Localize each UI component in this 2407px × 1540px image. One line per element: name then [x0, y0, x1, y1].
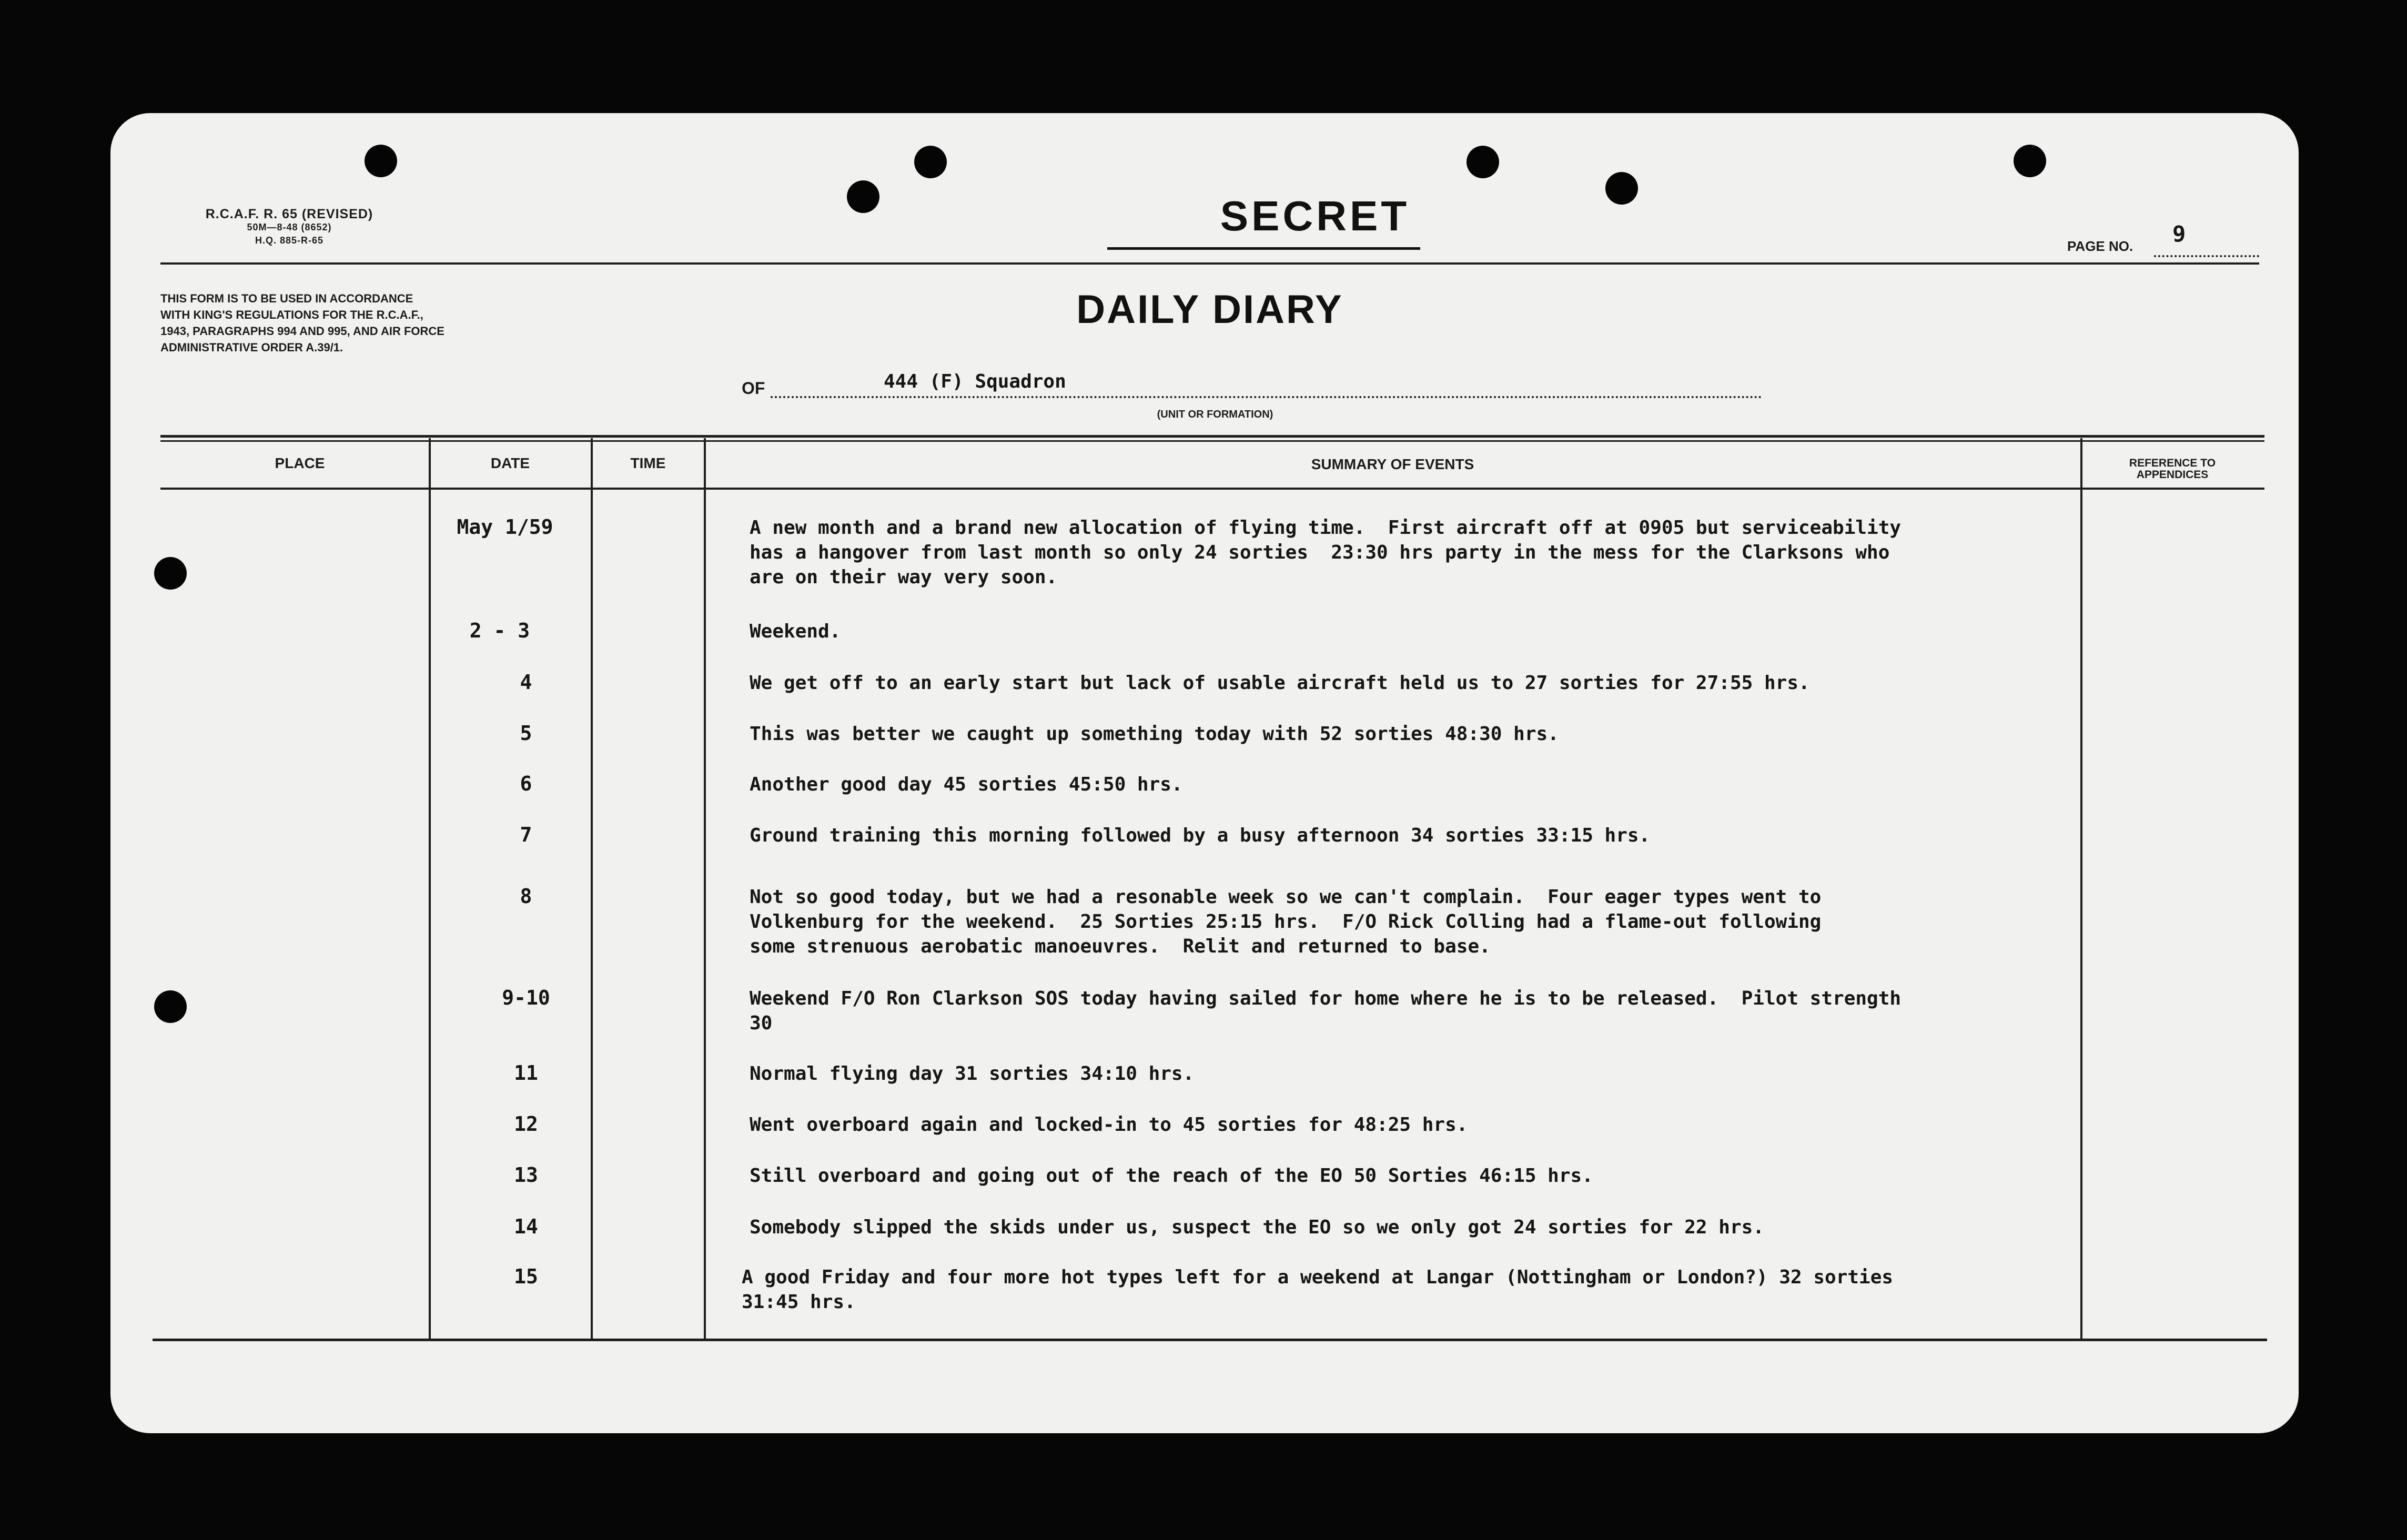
entry-date: 4: [520, 671, 532, 694]
form-number: R.C.A.F. R. 65 (REVISED): [205, 207, 373, 221]
entry-summary: Weekend.: [750, 621, 841, 642]
entry-summary: Ground training this morning followed by a busy afternoon 34 sorties 33:15 hrs.: [750, 825, 1651, 846]
table-bottom-rule: [153, 1339, 2267, 1341]
regulation-line: 1943, PARAGRAPHS 994 AND 995, AND AIR FORCE: [160, 325, 444, 338]
column-header-reference-line: APPENDICES: [2136, 469, 2209, 481]
entry-date: 8: [520, 885, 532, 908]
entry-summary: Another good day 45 sorties 45:50 hrs.: [750, 774, 1183, 795]
entry-date: 15: [514, 1265, 538, 1288]
table-top-rule: [160, 435, 2264, 438]
binder-hole: [1605, 172, 1638, 205]
column-header-reference-line: REFERENCE TO: [2129, 457, 2216, 469]
column-header-summary: SUMMARY OF EVENTS: [1311, 456, 1474, 472]
of-label: OF: [742, 379, 765, 398]
header-rule: [160, 262, 2259, 265]
column-header-place: PLACE: [275, 455, 325, 471]
entry-date: 9-10: [502, 986, 550, 1009]
regulation-line: ADMINISTRATIVE ORDER A.39/1.: [160, 341, 343, 354]
column-divider-place: [429, 438, 431, 1339]
binder-hole: [365, 145, 397, 177]
binder-hole: [154, 990, 187, 1023]
entry-summary: This was better we caught up something today with 52 sorties 48:30 hrs.: [750, 723, 1559, 745]
hq-code: H.Q. 885-R-65: [255, 235, 324, 246]
entry-date: 11: [514, 1061, 538, 1085]
entry-summary: Not so good today, but we had a resonable week so we can't complain. Four eager types went to Volkenburg for the weekend. 25 Sorties 25:15 hrs. F/O Rick Colling had a flame-out following some strenuous aerobatic manoeuvres. Relit and returned to base.: [750, 886, 1822, 957]
diary-title: DAILY DIARY: [1076, 287, 1343, 332]
page-number-value: 9: [2172, 221, 2186, 247]
binder-hole: [154, 557, 187, 590]
binder-hole: [1467, 146, 1499, 178]
entry-date: May 1/59: [457, 515, 553, 539]
print-code: 50M—8-48 (8652): [247, 222, 332, 232]
column-divider-time: [704, 438, 706, 1339]
regulation-note: [160, 290, 560, 356]
entry-summary: We get off to an early start but lack of usable aircraft held us to 27 sorties for 27:55 hrs.: [750, 672, 1810, 694]
column-header-time: TIME: [630, 455, 666, 471]
entry-date: 12: [514, 1112, 538, 1136]
entry-summary: A good Friday and four more hot types left for a weekend at Langar (Nottingham or London?) 32 sorties 31:45 hrs.: [742, 1267, 1894, 1313]
classification-heading: SECRET: [1220, 192, 1410, 239]
diary-card: [110, 113, 2299, 1433]
entry-summary: A new month and a brand new allocation of flying time. First aircraft off at 0905 but serviceability has a hangover from last month so only 24 sorties 23:30 hrs party in the mess for the Clarksons who are on their way very soon.: [750, 517, 1902, 588]
entry-summary: Normal flying day 31 sorties 34:10 hrs.: [750, 1063, 1195, 1085]
entry-summary: Still overboard and going out of the reach of the EO 50 Sorties 46:15 hrs.: [750, 1165, 1593, 1187]
regulation-line: THIS FORM IS TO BE USED IN ACCORDANCE: [160, 292, 413, 305]
binder-hole: [2014, 145, 2046, 177]
page-number-label: PAGE NO.: [2067, 238, 2133, 254]
entry-summary: Weekend F/O Ron Clarkson SOS today having sailed for home where he is to be released. Pilot strength 30: [750, 988, 1902, 1034]
entry-date: 13: [514, 1163, 538, 1187]
entry-summary: Somebody slipped the skids under us, suspect the EO so we only got 24 sorties for 22 hrs.: [750, 1217, 1764, 1238]
column-header-date: DATE: [490, 455, 530, 471]
unit-line: [771, 396, 1762, 398]
entry-date: 2 - 3: [469, 619, 530, 642]
entry-summary: Went overboard again and locked-in to 45 sorties for 48:25 hrs.: [750, 1114, 1468, 1136]
unit-value: 444 (F) Squadron: [884, 371, 1066, 392]
header-bottom-rule: [160, 488, 2264, 490]
classification-underline: [1107, 247, 1420, 250]
entry-date: 7: [520, 823, 532, 846]
column-header-reference: [2083, 458, 2262, 481]
table-top-rule-2: [160, 440, 2264, 442]
regulation-line: WITH KING'S REGULATIONS FOR THE R.C.A.F.,: [160, 308, 423, 321]
entry-date: 5: [520, 722, 532, 745]
entry-date: 6: [520, 772, 532, 795]
entry-date: 14: [514, 1215, 538, 1238]
page-number-line: [2154, 255, 2259, 257]
binder-hole: [914, 146, 947, 178]
unit-caption: (UNIT OR FORMATION): [1157, 409, 1273, 420]
binder-hole: [847, 180, 879, 213]
